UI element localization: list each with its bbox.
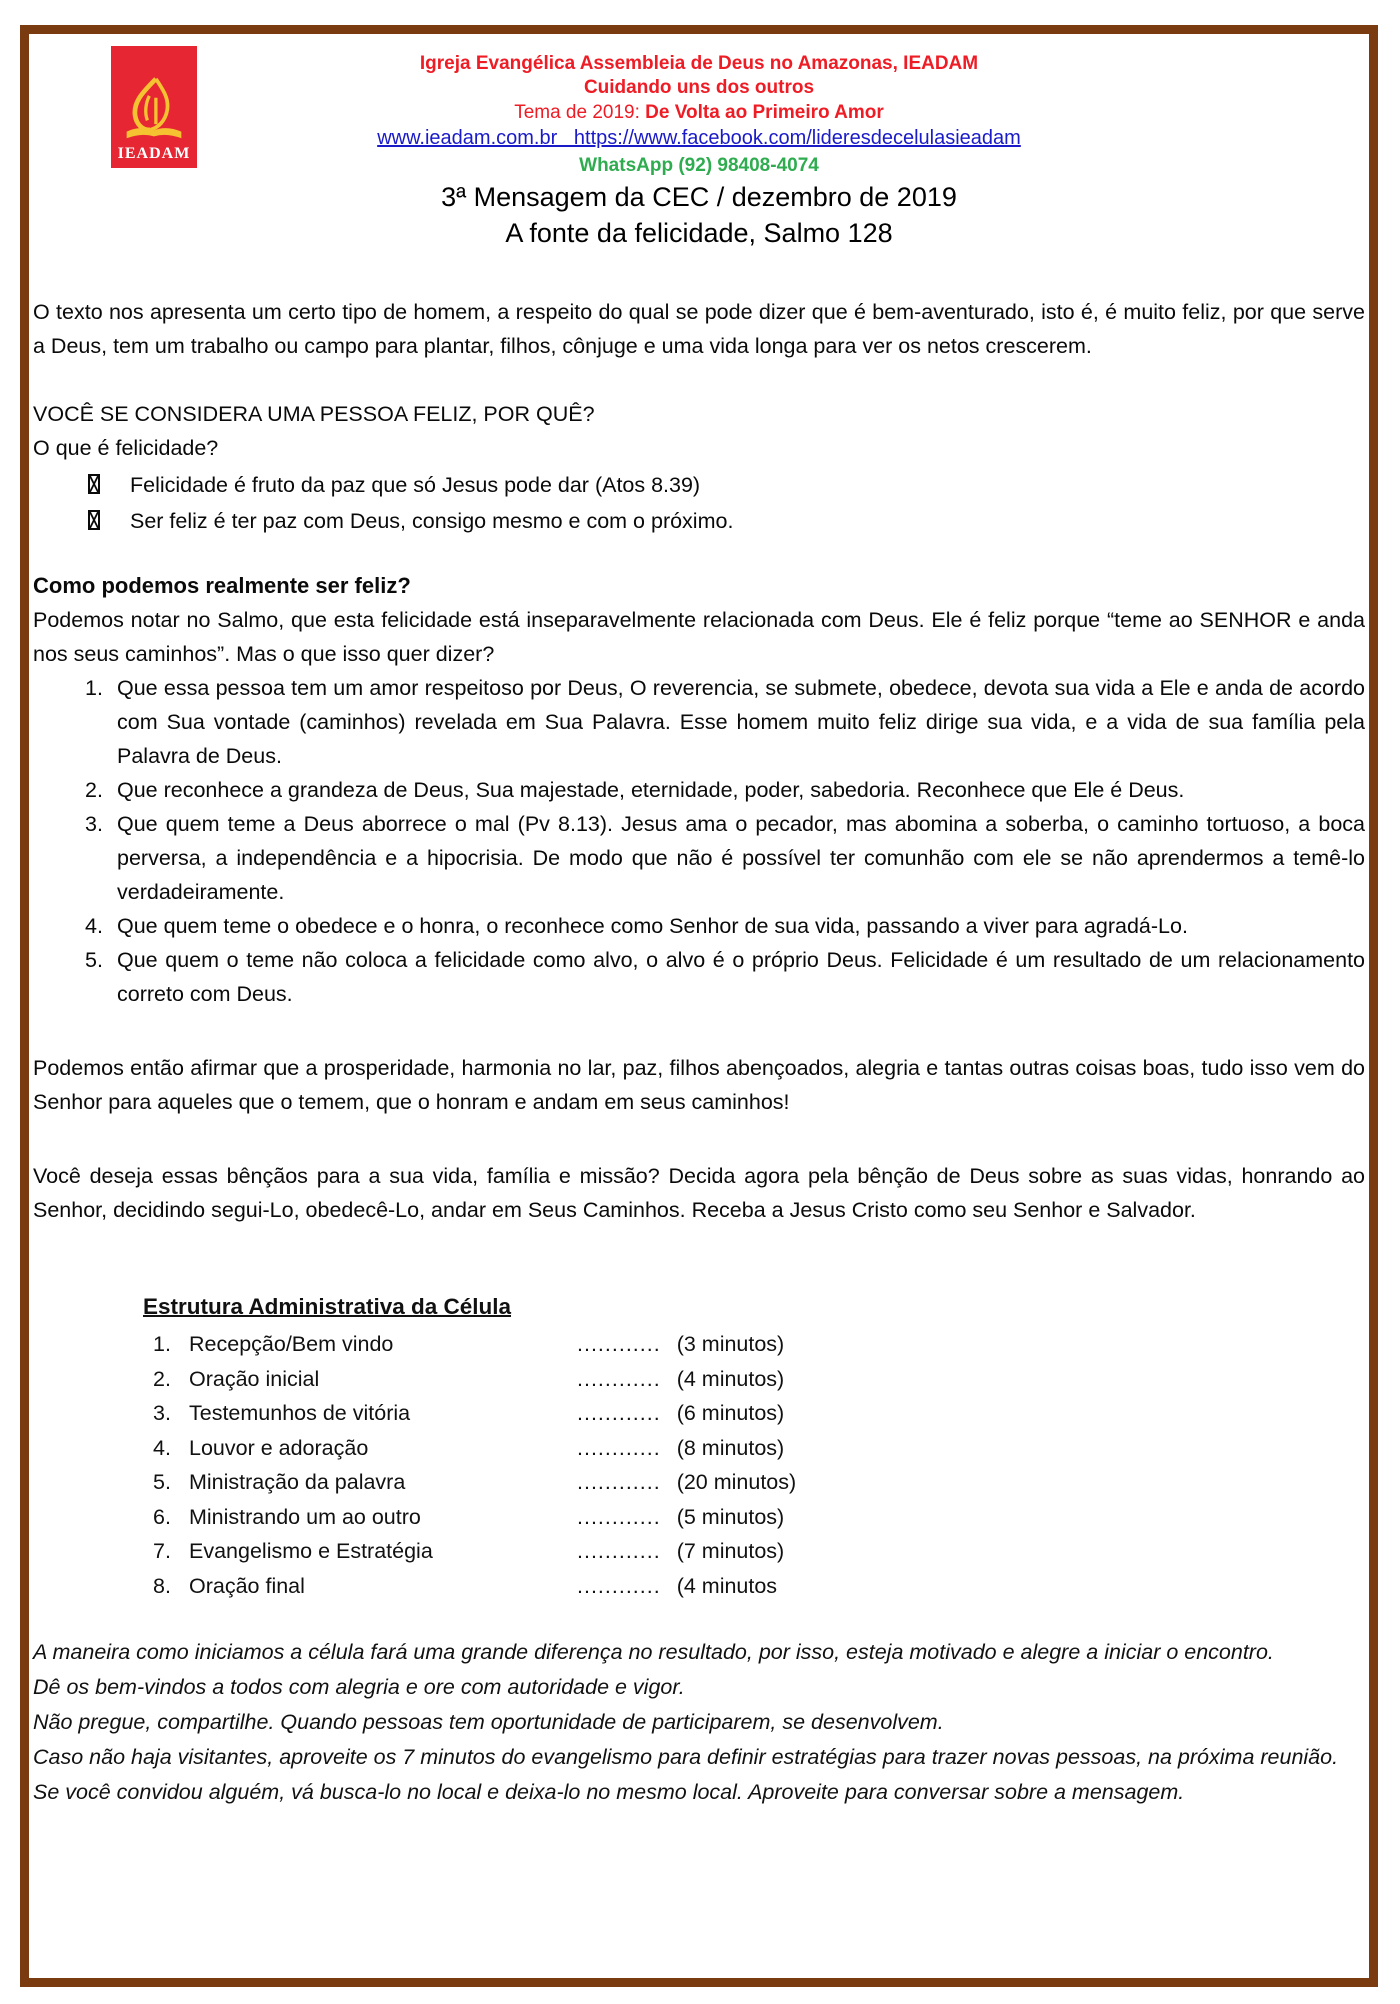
numbered-item [33, 807, 1365, 909]
row-duration: (5 minutos) [676, 1504, 785, 1529]
item-number: 3. [85, 812, 103, 836]
schedule-row [143, 1362, 1365, 1397]
section-intro: Podemos notar no Salmo, que esta felicidade está inseparavelmente relacionada com Deus. Ele é feliz porque “teme ao SENHOR e anda nos seus caminhos”. Mas o que isso quer dizer? [33, 608, 1365, 666]
numbered-item [33, 671, 1365, 773]
row-number: 2. [153, 1366, 171, 1391]
guideline-paragraph: Dê os bem-vindos a todos com alegria e ore com autoridade e vigor. [33, 1675, 685, 1699]
leader-dots: ............ [577, 1470, 661, 1494]
schedule-list [143, 1327, 1365, 1603]
row-number: 7. [153, 1539, 171, 1563]
row-duration: (6 minutos) [676, 1401, 785, 1425]
row-label: Ministração da palavra [189, 1470, 406, 1494]
row-number: 1. [153, 1332, 171, 1356]
item-text: Que reconhece a grandeza de Deus, Sua majestade, eternidade, poder, sabedoria. Reconhece que Ele é Deus. [117, 778, 1185, 802]
how-to-be-happy-section [33, 569, 1365, 1011]
item-number: 2. [85, 778, 103, 802]
row-number: 8. [153, 1573, 171, 1598]
bullet-text: Ser feliz é ter paz com Deus, consigo mesmo e com o próximo. [130, 509, 734, 533]
leader-guidelines [33, 1635, 1365, 1810]
motto-line: Cuidando uns dos outros [583, 77, 815, 98]
intro-paragraph: O texto nos apresenta um certo tipo de homem, a respeito do qual se pode dizer que é bem-aventurado, isto é, é muito feliz, por que serve a Deus, tem um trabalho ou campo para plantar, filhos, cônjuge e uma vida longa para ver os netos crescerem. [33, 300, 1365, 358]
bullet-item [88, 503, 1365, 539]
bullet-text: Felicidade é fruto da paz que só Jesus pode dar (Atos 8.39) [130, 473, 701, 497]
item-text: Que quem o teme não coloca a felicidade como alvo, o alvo é o próprio Deus. Felicidade é um resultado de um relacionamento correto com Deus. [117, 948, 1365, 1006]
guideline-paragraph: Não pregue, compartilhe. Quando pessoas tem oportunidade de participarem, se desenvolvem. [33, 1710, 944, 1734]
row-duration: (3 minutos) [676, 1332, 785, 1356]
affirmation-paragraph: Podemos então afirmar que a prosperidade, harmonia no lar, paz, filhos abençoados, alegria e tantas outras coisas boas, tudo isso vem do Senhor para aqueles que o temem, que o honram e andam em seus caminhos! [33, 1056, 1365, 1114]
theme-prefix: Tema de 2019: [514, 102, 646, 123]
schedule-row [143, 1327, 1365, 1362]
leader-dots: ............ [577, 1504, 661, 1529]
structure-heading: Estrutura Administrativa da Célula [143, 1294, 512, 1319]
section-heading: Como podemos realmente ser feliz? [33, 573, 411, 598]
leader-dots: ............ [577, 1435, 661, 1460]
row-label: Recepção/Bem vindo [189, 1332, 394, 1356]
bullet-list [33, 467, 1365, 539]
message-title: 3ª Mensagem da CEC / dezembro de 2019 [441, 182, 957, 212]
row-label: Evangelismo e Estratégia [189, 1539, 433, 1563]
leader-dots: ............ [577, 1539, 661, 1563]
row-number: 4. [153, 1435, 171, 1460]
cell-structure-section [143, 1289, 1365, 1603]
leader-dots: ............ [577, 1401, 661, 1425]
row-duration: (8 minutos) [676, 1435, 785, 1460]
links-line [33, 125, 1365, 152]
numbered-item [33, 773, 1365, 807]
row-label: Ministrando um ao outro [189, 1504, 421, 1529]
row-duration: (4 minutos) [676, 1366, 785, 1391]
leader-dots: ............ [577, 1366, 661, 1391]
schedule-row [143, 1500, 1365, 1535]
document-header [33, 42, 1365, 251]
schedule-row [143, 1431, 1365, 1466]
row-label: Louvor e adoração [189, 1435, 369, 1460]
item-number: 1. [85, 676, 103, 700]
bullet-item [88, 467, 1365, 503]
item-number: 4. [85, 914, 103, 938]
numbered-item [33, 909, 1365, 943]
page-content [29, 34, 1369, 1978]
row-number: 5. [153, 1470, 171, 1494]
item-text: Que quem teme a Deus aborrece o mal (Pv 8.13). Jesus ama o pecador, mas abomina a soberba, o caminho tortuoso, a boca perversa, a independência e a hipocrisia. De modo que não é possível ter comunhão com ele se não aprendermos a temê-lo verdadeiramente. [117, 812, 1365, 904]
guideline-paragraph: A maneira como iniciamos a célula fará uma grande diferença no resultado, por isso, esteja motivado e alegre a iniciar o encontro. [33, 1640, 1274, 1664]
notdef-box-bullet-icon [88, 510, 100, 530]
leader-dots: ............ [577, 1573, 661, 1598]
logo-wordmark: IEADAM [117, 145, 191, 162]
theme-line [33, 100, 1365, 125]
schedule-row [143, 1396, 1365, 1431]
schedule-row [143, 1534, 1365, 1569]
website-facebook-link[interactable]: www.ieadam.com.br https://www.facebook.com/lideresdecelulasieadam [377, 127, 1021, 149]
church-name-line: Igreja Evangélica Assembleia de Deus no Amazonas, IEADAM [419, 53, 979, 74]
whatsapp-line: WhatsApp (92) 98408-4074 [579, 155, 819, 176]
row-duration: (4 minutos [676, 1573, 778, 1598]
question-sub-line: O que é felicidade? [33, 436, 219, 460]
question-caps-line: VOCÊ SE CONSIDERA UMA PESSOA FELIZ, POR QUÊ? [33, 402, 595, 426]
question-section [33, 397, 1365, 539]
theme-title: De Volta ao Primeiro Amor [645, 102, 884, 123]
leader-dots: ............ [577, 1332, 661, 1356]
item-text: Que quem teme o obedece e o honra, o reconhece como Senhor de sua vida, passando a viver para agradá-Lo. [117, 914, 1188, 938]
notdef-box-bullet-icon [88, 474, 100, 494]
row-number: 3. [153, 1401, 171, 1425]
item-text: Que essa pessoa tem um amor respeitoso por Deus, O reverencia, se submete, obedece, devota sua vida a Ele e anda de acordo com Sua vontade (caminhos) revelada em Sua Palavra. Esse homem muito feliz dirige sua vida, e a vida de sua família pela Palavra de Deus. [117, 676, 1365, 768]
message-subtitle: A fonte da felicidade, Salmo 128 [505, 218, 893, 248]
schedule-row [143, 1465, 1365, 1500]
flame-open-book-icon [121, 77, 187, 143]
item-number: 5. [85, 948, 103, 972]
schedule-row [143, 1569, 1365, 1604]
guideline-paragraph: Caso não haja visitantes, aproveite os 7 minutos do evangelismo para definir estratégias para trazer novas pessoas, na próxima reunião. [33, 1745, 1339, 1769]
row-label: Oração inicial [189, 1366, 320, 1391]
row-label: Testemunhos de vitória [189, 1401, 411, 1425]
numbered-item [33, 943, 1365, 1011]
document-page [20, 25, 1378, 1987]
invitation-paragraph: Você deseja essas bênçãos para a sua vida, família e missão? Decida agora pela bênção de Deus sobre as suas vidas, honrando ao Senhor, decidindo segui-Lo, obedecê-Lo, andar em Seus Caminhos. Receba a Jesus Cristo como seu Senhor e Salvador. [33, 1164, 1365, 1222]
row-number: 6. [153, 1504, 171, 1529]
ieadam-logo [111, 46, 197, 168]
guideline-paragraph: Se você convidou alguém, vá busca-lo no local e deixa-lo no mesmo local. Aproveite para conversar sobre a mensagem. [33, 1780, 1185, 1804]
row-label: Oração final [189, 1573, 305, 1598]
row-duration: (7 minutos) [676, 1539, 785, 1563]
row-duration: (20 minutos) [676, 1470, 797, 1494]
